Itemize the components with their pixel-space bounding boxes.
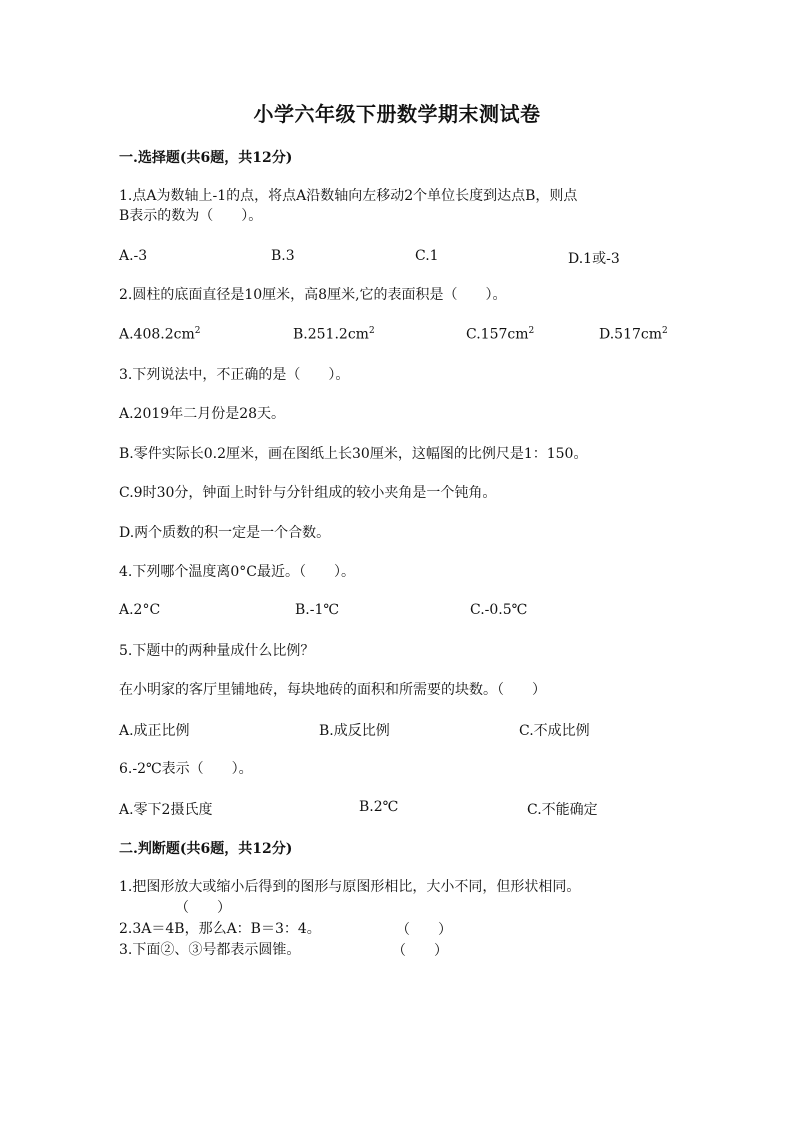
q3-option-b: B.零件实际长0.2厘米，画在图纸上长30厘米，这幅图的比例尺是1：150。 xyxy=(119,446,588,462)
judge-q1-answer-paren: （ ） xyxy=(175,900,231,916)
q3-option-a: A.2019年二月份是28天。 xyxy=(119,406,286,422)
question-5-sub: 在小明家的客厅里铺地砖，每块地砖的面积和所需要的块数。（ ） xyxy=(119,682,546,698)
question-5-text: 5.下题中的两种量成什么比例？ xyxy=(119,643,315,659)
q1-option-c: C.1 xyxy=(415,248,439,264)
question-1-text: 1.点A为数轴上-1的点，将点A沿数轴向左移动2个单位长度到达点B，则点 xyxy=(119,188,578,204)
judge-q3-answer-paren: （ ） xyxy=(392,943,448,959)
q2-option-c: $C.157cm^2$ xyxy=(466,326,535,343)
q2-option-d: $D.517cm^2$ xyxy=(599,326,668,343)
q3-option-d: D.两个质数的积一定是一个合数。 xyxy=(119,525,331,541)
q4-option-a: A.2°C xyxy=(119,602,161,618)
q6-option-a: A.零下2摄氏度 xyxy=(119,802,213,818)
question-4-text: 4.下列哪个温度离0°C最近。（ ）。 xyxy=(119,564,355,580)
q2-option-a: $A.408.2cm^2$ xyxy=(119,326,201,343)
q1-option-d: D.1或-3 xyxy=(568,251,620,267)
judge-q2-answer-paren: （ ） xyxy=(396,922,452,938)
q5-option-b: B.成反比例 xyxy=(319,723,390,739)
question-6-text: 6.-2℃表示（ ）。 xyxy=(119,761,253,777)
judge-question-3-text: 3.下面②、③号都表示圆锥。 xyxy=(119,942,301,958)
q1-option-a: A.-3 xyxy=(119,248,148,264)
q5-option-a: A.成正比例 xyxy=(119,723,190,739)
q6-option-b: B.2℃ xyxy=(359,799,399,815)
judge-question-2-text: 2.3A＝4B，那么A：B＝3：4。 xyxy=(119,921,321,937)
question-3-text: 3.下列说法中，不正确的是（ ）。 xyxy=(119,367,350,383)
question-2-text: 2.圆柱的底面直径是10厘米，高8厘米,它的表面积是（ ）。 xyxy=(119,287,507,303)
judge-question-1-text: 1.把图形放大或缩小后得到的图形与原图形相比，大小不同，但形状相同。 xyxy=(119,879,581,895)
q4-option-c: C.-0.5℃ xyxy=(470,602,528,618)
page-title: 小学六年级下册数学期末测试卷 xyxy=(253,102,541,126)
q3-option-c: C.9时30分，钟面上时针与分针组成的较小夹角是一个钝角。 xyxy=(119,485,497,501)
q5-option-c: C.不成比例 xyxy=(519,723,590,739)
q1-option-b: B.3 xyxy=(271,248,295,264)
section-heading-choice: 一.选择题(共6题，共12分) xyxy=(119,150,293,166)
q2-option-b: $B.251.2cm^2$ xyxy=(293,326,375,343)
q4-option-b: B.-1℃ xyxy=(295,602,340,618)
section-heading-judge: 二.判断题(共6题，共12分) xyxy=(119,841,293,857)
q6-option-c: C.不能确定 xyxy=(527,802,598,818)
question-1-text-cont: B表示的数为（ ）。 xyxy=(119,208,263,224)
